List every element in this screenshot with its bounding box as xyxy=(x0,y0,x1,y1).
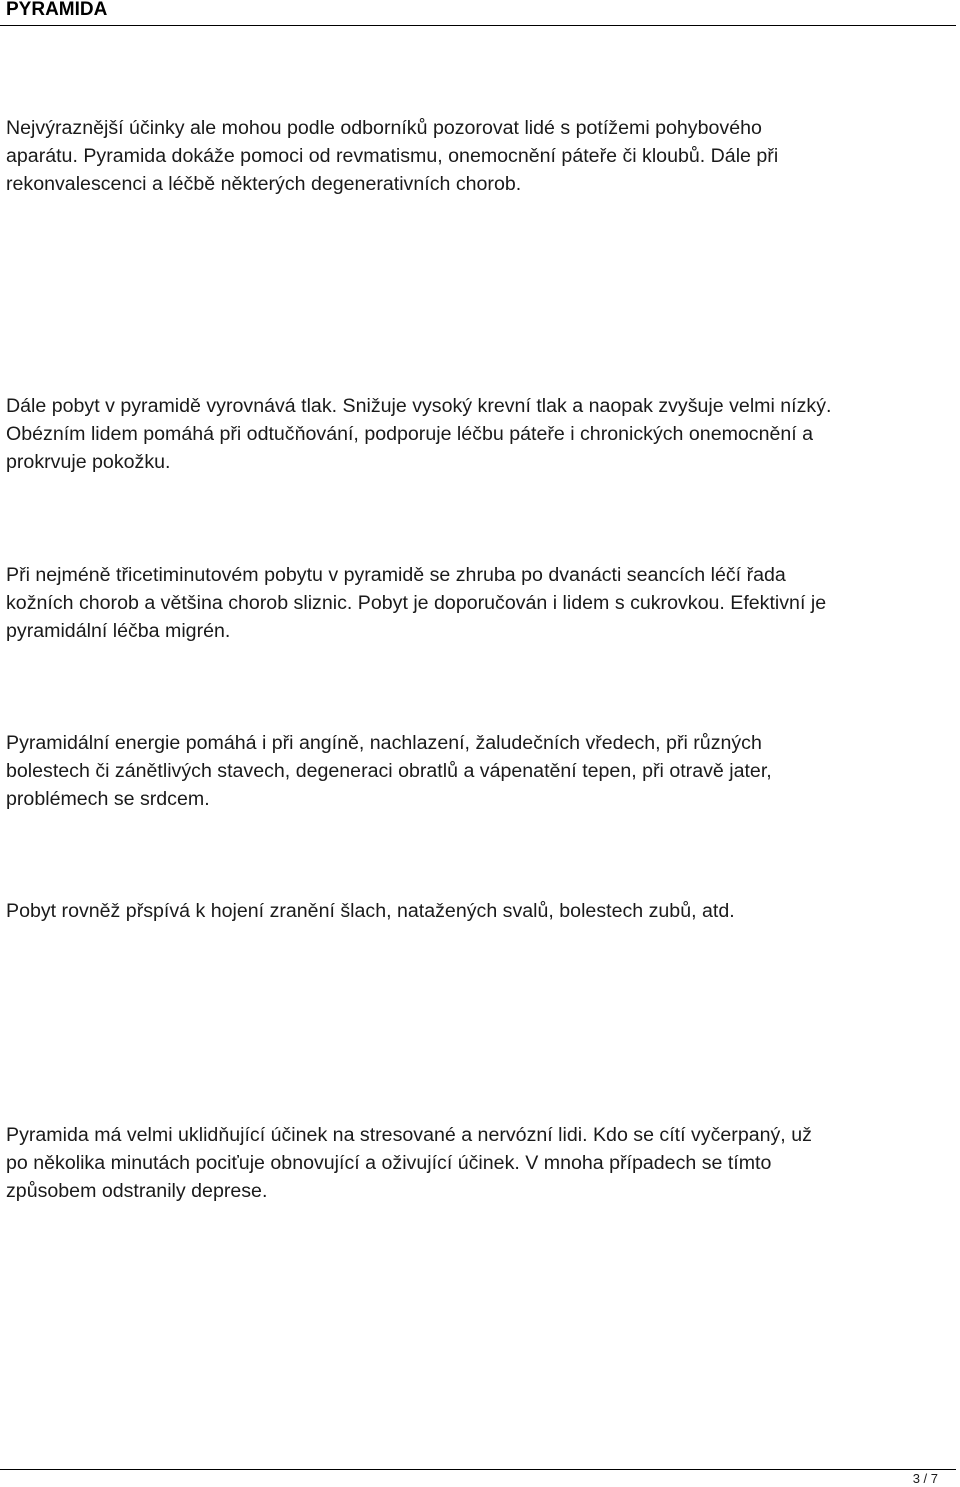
document-title: PYRAMIDA xyxy=(6,0,108,20)
page-number: 3 / 7 xyxy=(912,1471,938,1486)
paragraph-4 xyxy=(6,729,946,813)
text-line: aparátu. Pyramida dokáže pomoci od revmatismu, onemocnění páteře či kloubů. Dále při xyxy=(6,145,779,167)
paragraph-5 xyxy=(6,897,946,925)
text-line: rekonvalescenci a léčbě některých degenerativních chorob. xyxy=(6,173,522,195)
paragraph-2 xyxy=(6,392,946,476)
text-line: Nejvýraznější účinky ale mohou podle odborníků pozorovat lidé s potížemi pohybového xyxy=(6,117,762,139)
text-line: způsobem odstranily deprese. xyxy=(6,1180,268,1202)
document-header xyxy=(0,0,960,28)
text-line: bolestech či zánětlivých stavech, degeneraci obratlů a vápenatění tepen, při otravě jater, xyxy=(6,760,772,782)
footer-divider xyxy=(0,1469,956,1470)
text-line: Při nejméně třicetiminutovém pobytu v pyramidě se zhruba po dvanácti seancích léčí řada xyxy=(6,564,786,586)
paragraph-1 xyxy=(6,114,946,198)
paragraph-6 xyxy=(6,1121,946,1205)
text-line: kožních chorob a většina chorob sliznic. Pobyt je doporučován i lidem s cukrovkou. Efektivní je xyxy=(6,592,827,614)
text-line: prokrvuje pokožku. xyxy=(6,451,171,473)
text-line: Pyramidální energie pomáhá i při angíně, nachlazení, žaludečních vředech, při různých xyxy=(6,732,762,754)
text-line: po několika minutách pociťuje obnovující a oživující účinek. V mnoha případech se tímto xyxy=(6,1152,772,1174)
text-line: Dále pobyt v pyramidě vyrovnává tlak. Snižuje vysoký krevní tlak a naopak zvyšuje velmi nízký. xyxy=(6,395,832,417)
header-divider xyxy=(0,25,956,26)
text-line: Obézním lidem pomáhá při odtučňování, podporuje léčbu páteře i chronických onemocnění a xyxy=(6,423,814,445)
text-line: problémech se srdcem. xyxy=(6,788,210,810)
text-line: Pobyt rovněž přspívá k hojení zranění šlach, natažených svalů, bolestech zubů, atd. xyxy=(6,900,735,922)
text-line: pyramidální léčba migrén. xyxy=(6,620,231,642)
paragraph-3 xyxy=(6,561,946,645)
text-line: Pyramida má velmi uklidňující účinek na stresované a nervózní lidi. Kdo se cítí vyčerpaný, už xyxy=(6,1124,812,1146)
